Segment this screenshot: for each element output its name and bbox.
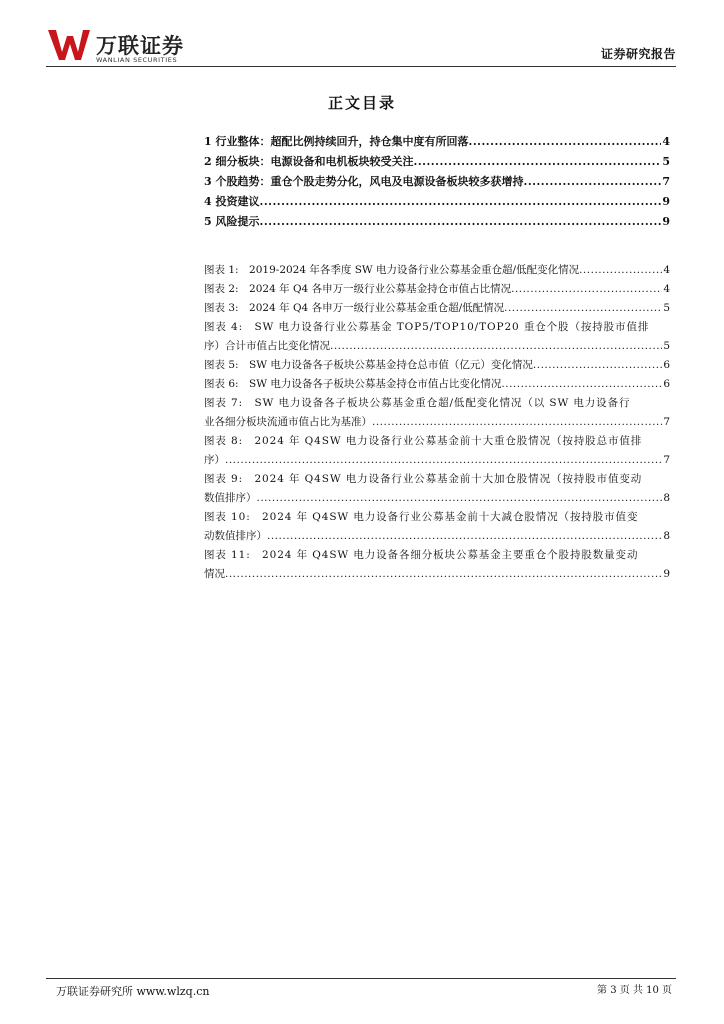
figure-entry[interactable] xyxy=(204,509,670,547)
brand-name-en: WANLIAN SECURITIES xyxy=(96,56,178,64)
figure-title: 图表 6: SW 电力设备各子板块公募基金持仓市值占比变化情况 xyxy=(204,378,502,390)
figure-page: 4 xyxy=(663,283,670,295)
figure-entry[interactable] xyxy=(204,433,670,471)
leader-dots xyxy=(468,135,661,148)
figure-title: 图表 8: 2024 年 Q4SW 电力设备行业公募基金前十大重仓股情况（按持股总市值排 xyxy=(204,435,643,447)
company-logo xyxy=(46,26,196,66)
figure-title-cont: 序） xyxy=(204,454,225,466)
figure-page: 7 xyxy=(663,454,670,466)
figure-title-cont: 业各细分板块流通市值占比为基准） xyxy=(204,416,372,428)
toc-item-text: 5 风险提示 xyxy=(204,215,260,228)
figure-title: 图表 9: 2024 年 Q4SW 电力设备行业公募基金前十大加仓股情况（按持股市值变动 xyxy=(204,473,643,485)
figure-page: 5 xyxy=(663,302,670,314)
table-of-contents xyxy=(204,133,670,233)
figure-entry[interactable] xyxy=(204,300,670,319)
toc-title: 正文目录 xyxy=(327,94,396,112)
toc-item[interactable] xyxy=(204,173,670,193)
figure-page: 5 xyxy=(663,340,670,352)
leader-dots xyxy=(413,155,661,168)
figure-title-cont: 序）合计市值占比变化情况 xyxy=(204,340,330,352)
leader-dots xyxy=(504,302,662,314)
toc-item-page: 7 xyxy=(662,175,670,188)
toc-item-text: 4 投资建议 xyxy=(204,195,260,208)
figure-entry[interactable] xyxy=(204,471,670,509)
figure-page: 4 xyxy=(663,264,670,276)
toc-item[interactable] xyxy=(204,133,670,153)
toc-item[interactable] xyxy=(204,153,670,173)
page-number: 第 3 页 共 10 页 xyxy=(597,985,672,996)
figure-page: 6 xyxy=(663,359,670,371)
toc-item-page: 9 xyxy=(662,195,670,208)
figure-title-cont: 动数值排序） xyxy=(204,530,267,542)
leader-dots xyxy=(523,175,661,188)
toc-item-page: 5 xyxy=(662,155,670,168)
leader-dots xyxy=(259,215,661,228)
footer-source: 万联证券研究所 www.wlzq.cn xyxy=(56,985,210,998)
figure-page: 8 xyxy=(663,492,670,504)
leader-dots xyxy=(330,340,662,352)
toc-item-text: 3 个股趋势：重仓个股走势分化，风电及电源设备板块较多获增持 xyxy=(204,175,524,188)
leader-dots xyxy=(533,359,662,371)
leader-dots xyxy=(225,454,662,466)
leader-dots xyxy=(257,492,663,504)
toc-item-text: 2 细分板块：电源设备和电机板块较受关注 xyxy=(204,155,414,168)
figure-entry[interactable] xyxy=(204,319,670,357)
document-type: 证券研究报告 xyxy=(600,47,676,61)
figure-title: 图表 5: SW 电力设备各子板块公募基金持仓总市值（亿元）变化情况 xyxy=(204,359,533,371)
leader-dots xyxy=(259,195,661,208)
figure-title: 图表 2: 2024 年 Q4 各申万一级行业公募基金持仓市值占比情况 xyxy=(204,283,512,295)
figure-page: 6 xyxy=(663,378,670,390)
leader-dots xyxy=(372,416,662,428)
leader-dots xyxy=(267,530,662,542)
figure-title: 图表 3: 2024 年 Q4 各申万一级行业公募基金重仓超/低配情况 xyxy=(204,302,505,314)
leader-dots xyxy=(579,264,662,276)
figure-title-cont: 数值排序） xyxy=(204,492,257,504)
footer-divider xyxy=(46,978,676,979)
toc-item-page: 9 xyxy=(662,215,670,228)
figure-page: 9 xyxy=(663,568,670,580)
leader-dots xyxy=(225,568,662,580)
figure-entry[interactable] xyxy=(204,281,670,300)
figure-list xyxy=(204,262,670,585)
figure-page: 8 xyxy=(663,530,670,542)
toc-item[interactable] xyxy=(204,193,670,213)
figure-entry[interactable] xyxy=(204,262,670,281)
toc-item-text: 1 行业整体：超配比例持续回升，持仓集中度有所回落 xyxy=(204,135,469,148)
figure-title: 图表 7: SW 电力设备各子板块公募基金重仓超/低配变化情况（以 SW 电力设备行 xyxy=(204,397,631,409)
leader-dots xyxy=(511,283,662,295)
figure-title-cont: 情况 xyxy=(204,568,225,580)
figure-entry[interactable] xyxy=(204,547,670,585)
figure-title: 图表 4: SW 电力设备行业公募基金 TOP5/TOP10/TOP20 重仓个股（按持股市值排 xyxy=(204,321,650,333)
figure-entry[interactable] xyxy=(204,357,670,376)
leader-dots xyxy=(501,378,662,390)
brand-name-cn: 万联证券 xyxy=(96,34,184,58)
header-divider xyxy=(46,66,676,67)
figure-title: 图表 11: 2024 年 Q4SW 电力设备各细分板块公募基金主要重仓个股持股数量变动 xyxy=(204,549,639,561)
toc-item[interactable] xyxy=(204,213,670,233)
figure-title: 图表 1: 2019-2024 年各季度 SW 电力设备行业公募基金重仓超/低配变化情况 xyxy=(204,264,580,276)
figure-page: 7 xyxy=(663,416,670,428)
toc-item-page: 4 xyxy=(662,135,670,148)
figure-title: 图表 10: 2024 年 Q4SW 电力设备行业公募基金前十大减仓股情况（按持股市值变 xyxy=(204,511,639,523)
figure-entry[interactable] xyxy=(204,395,670,433)
figure-entry[interactable] xyxy=(204,376,670,395)
